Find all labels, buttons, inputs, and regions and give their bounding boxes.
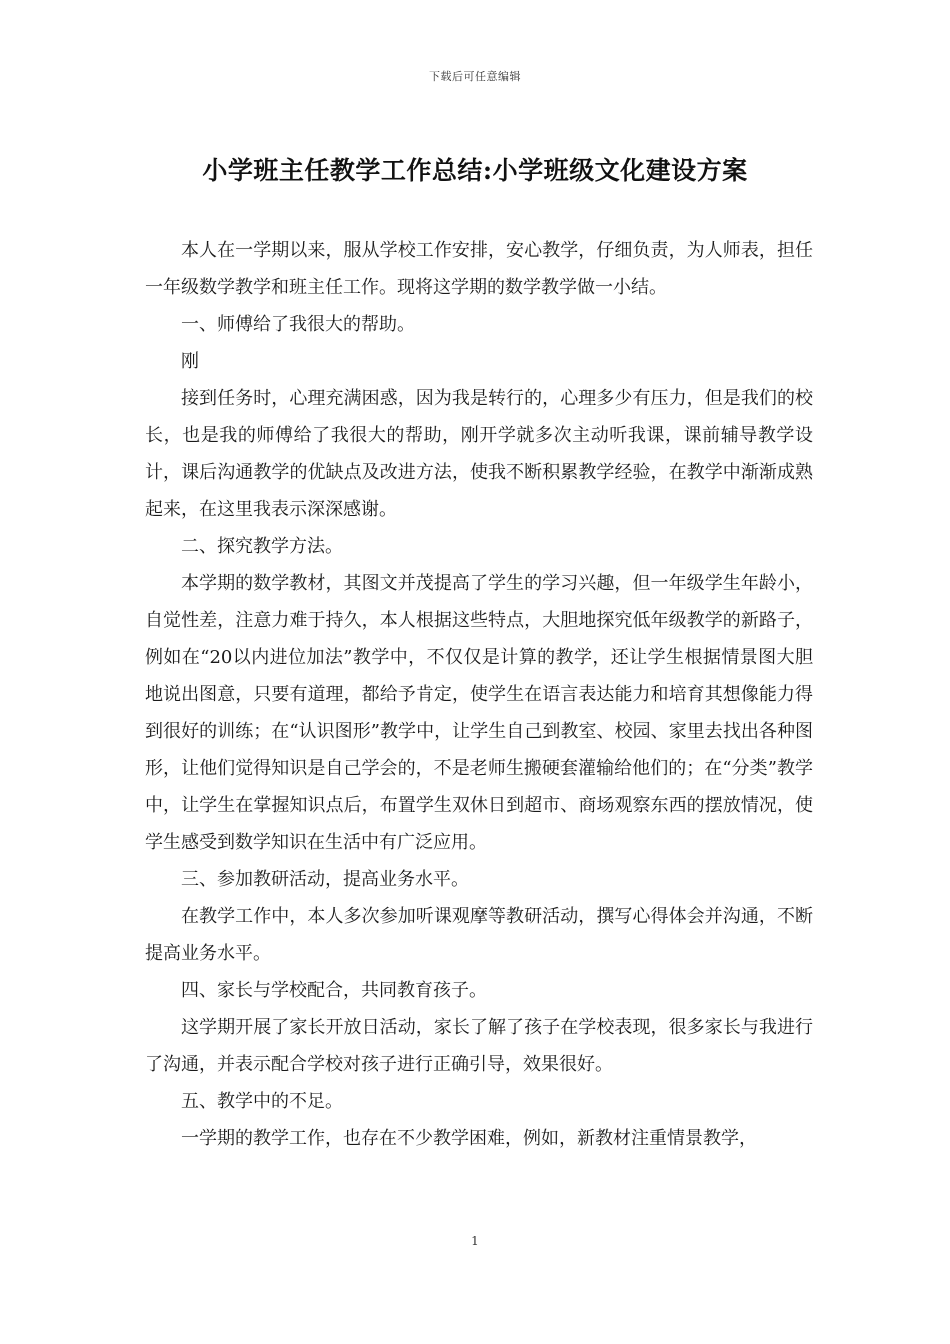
document-title: 小学班主任教学工作总结:小学班级文化建设方案: [202, 156, 748, 185]
paragraph-shortcomings: 一学期的教学工作，也存在不少教学困难，例如，新教材注重情景教学，: [181, 1128, 757, 1149]
paragraph-research: 在教学工作中，本人多次参加听课观摩等教研活动，撰写心得体会并沟通，不断提高业务水平。: [145, 906, 813, 964]
section-heading-4: 四、家长与学校配合，共同教育孩子。: [181, 980, 487, 1001]
paragraph-intro: 本人在一学期以来，服从学校工作安排，安心教学，仔细负责，为人师表，担任一年级数学教学和班主任工作。现将这学期的数学教学做一小结。: [145, 240, 813, 298]
page-number: 1: [471, 1234, 479, 1248]
paragraph-parents: 这学期开展了家长开放日活动，家长了解了孩子在学校表现，很多家长与我进行了沟通，并表示配合学校对孩子进行正确引导，效果很好。: [145, 1017, 813, 1075]
section-heading-1: 一、师傅给了我很大的帮助。: [181, 314, 415, 335]
section-heading-2: 二、探究教学方法。: [181, 536, 343, 557]
document-body: [145, 232, 813, 1157]
header-note: 下载后可任意编辑: [429, 70, 521, 83]
paragraph-fragment: 刚: [181, 351, 199, 372]
paragraph-methods: 本学期的数学教材，其图文并茂提高了学生的学习兴趣，但一年级学生年龄小，自觉性差，注意力难于持久，本人根据这些特点，大胆地探究低年级教学的新路子，例如在“20以内进位加法”教学中，不仅仅是计算的教学，还让学生根据情景图大胆地说出图意，只要有道理，都给予肯定，使学生在语言表达能力和培育其想像能力得到很好的训练；在“认识图形”教学中，让学生自己到教室、校园、家里去找出各种图形，让他们觉得知识是自己学会的，不是老师生搬硬套灌输给他们的；在“分类”教学中，让学生在掌握知识点后，布置学生双休日到超市、商场观察东西的摆放情况，使学生感受到数学知识在生活中有广泛应用。: [145, 573, 813, 853]
section-heading-5: 五、教学中的不足。: [181, 1091, 343, 1112]
paragraph-mentor: 接到任务时，心理充满困惑，因为我是转行的，心理多少有压力，但是我们的校长，也是我的师傅给了我很大的帮助，刚开学就多次主动听我课，课前辅导教学设计，课后沟通教学的优缺点及改进方法，使我不断积累教学经验，在教学中渐渐成熟起来，在这里我表示深深感谢。: [145, 388, 813, 520]
section-heading-3: 三、参加教研活动，提高业务水平。: [181, 869, 469, 890]
